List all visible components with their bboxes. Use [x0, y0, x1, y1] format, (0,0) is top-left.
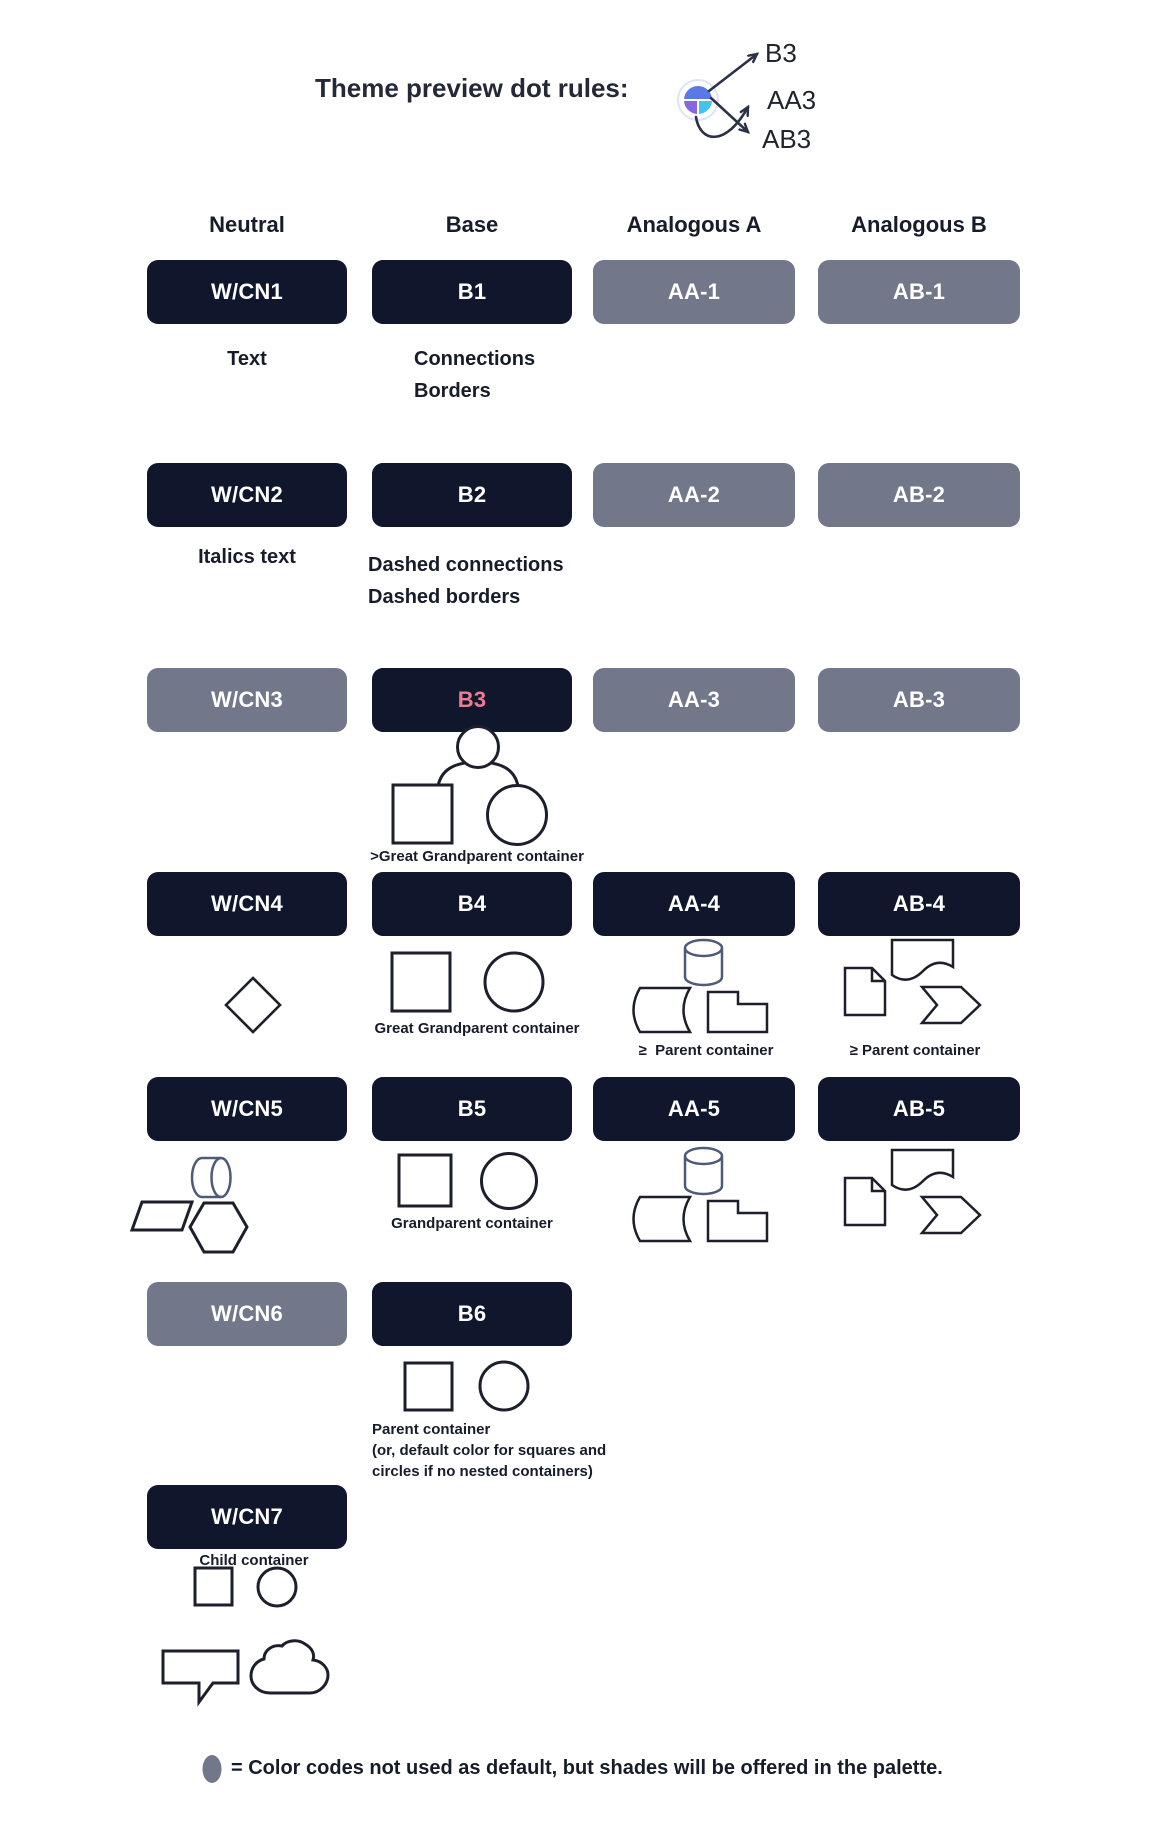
pill-b5: B5 — [372, 1077, 572, 1141]
chevron-icon — [922, 1197, 980, 1233]
caption-b6-line2: (or, default color for squares and — [372, 1442, 607, 1459]
document-icon — [845, 968, 885, 1015]
caption-b6-line3: circles if no nested containers) — [372, 1463, 593, 1480]
legend-text: = Color codes not used as default, but shades will be offered in the palette. — [231, 1757, 943, 1779]
wavy-rect-icon — [892, 940, 953, 980]
square-icon — [195, 1568, 232, 1605]
pill-aa3: AA-3 — [593, 668, 795, 732]
dot-target-ab3: AB3 — [762, 124, 812, 154]
square-icon — [392, 953, 450, 1011]
hexagon-icon — [190, 1203, 247, 1252]
pill-ab4: AB-4 — [818, 872, 1020, 936]
document-icon — [845, 1178, 885, 1225]
diamond-icon — [226, 978, 280, 1032]
square-icon — [405, 1363, 452, 1410]
parallelogram-icon — [132, 1202, 192, 1230]
pill-wcn7: W/CN7 — [147, 1485, 347, 1549]
caption-aa4-shapes: ≥ Parent container — [638, 1042, 774, 1059]
cloud-icon — [251, 1641, 328, 1693]
circle-icon — [258, 1568, 296, 1606]
dot-target-b3: B3 — [765, 38, 797, 68]
stored-data-icon — [634, 988, 691, 1032]
pill-wcn2: W/CN2 — [147, 463, 347, 527]
chevron-icon — [922, 987, 980, 1023]
caption-b2-line2: Dashed borders — [368, 586, 521, 608]
wavy-rect-icon — [892, 1150, 953, 1190]
arrow-to-ab3-icon — [711, 98, 748, 132]
caption-b6-line1: Parent container — [372, 1421, 491, 1438]
caption-b4-shapes: Great Grandparent container — [374, 1020, 580, 1037]
pill-aa4: AA-4 — [593, 872, 795, 936]
diagram-title: Theme preview dot rules: — [315, 73, 629, 103]
pill-ab1: AB-1 — [818, 260, 1020, 324]
cylinder-icon — [685, 1148, 722, 1194]
column-header-base: Base — [445, 212, 499, 237]
pill-aa5: AA-5 — [593, 1077, 795, 1141]
horizontal-cylinder-icon — [192, 1158, 231, 1197]
circle-icon — [485, 953, 543, 1011]
pill-wcn6: W/CN6 — [147, 1282, 347, 1346]
caption-b2 — [368, 549, 564, 613]
caption-b1-line2: Borders — [414, 380, 491, 402]
square-icon — [399, 1155, 451, 1206]
arrow-to-b3-icon — [709, 54, 757, 91]
pill-wcn1: W/CN1 — [147, 260, 347, 324]
arrow-to-aa3-icon — [696, 107, 748, 137]
caption-b3-shapes: >Great Grandparent container — [370, 848, 584, 865]
stored-data-icon — [634, 1197, 691, 1241]
speech-bubble-icon — [163, 1651, 238, 1702]
pill-wcn5: W/CN5 — [147, 1077, 347, 1141]
legend-dot-icon — [203, 1755, 222, 1783]
pill-wcn4: W/CN4 — [147, 872, 347, 936]
caption-wcn7: Child container — [199, 1552, 309, 1569]
caption-b6 — [372, 1419, 606, 1482]
caption-wcn2: Italics text — [198, 546, 296, 568]
caption-wcn1: Text — [227, 348, 267, 370]
caption-b1-line1: Connections — [414, 348, 536, 370]
person-icon — [437, 727, 519, 797]
circle-icon — [488, 786, 547, 845]
pill-b6: B6 — [372, 1282, 572, 1346]
pill-aa2: AA-2 — [593, 463, 795, 527]
dot-target-aa3: AA3 — [767, 85, 817, 115]
pill-ab3: AB-3 — [818, 668, 1020, 732]
folder-icon — [708, 1201, 767, 1241]
column-header-analogous-a: Analogous A — [626, 212, 762, 237]
pill-aa1: AA-1 — [593, 260, 795, 324]
square-icon — [393, 785, 452, 843]
pill-b1: B1 — [372, 260, 572, 324]
caption-ab4-shapes: ≥ Parent container — [849, 1042, 981, 1059]
pill-ab2: AB-2 — [818, 463, 1020, 527]
pill-wcn3: W/CN3 — [147, 668, 347, 732]
caption-b2-line1: Dashed connections — [368, 554, 564, 576]
caption-b1 — [414, 343, 535, 407]
pill-b4: B4 — [372, 872, 572, 936]
circle-icon — [480, 1362, 528, 1410]
column-header-analogous-b: Analogous B — [851, 212, 987, 237]
folder-icon — [708, 992, 767, 1032]
pill-b3: B3 — [372, 668, 572, 732]
cylinder-icon — [685, 940, 722, 985]
circle-icon — [482, 1154, 537, 1209]
caption-b5-shapes: Grandparent container — [391, 1215, 553, 1232]
pill-b2: B2 — [372, 463, 572, 527]
theme-preview-dot-icon — [678, 80, 718, 120]
pill-ab5: AB-5 — [818, 1077, 1020, 1141]
column-header-neutral: Neutral — [209, 212, 285, 237]
